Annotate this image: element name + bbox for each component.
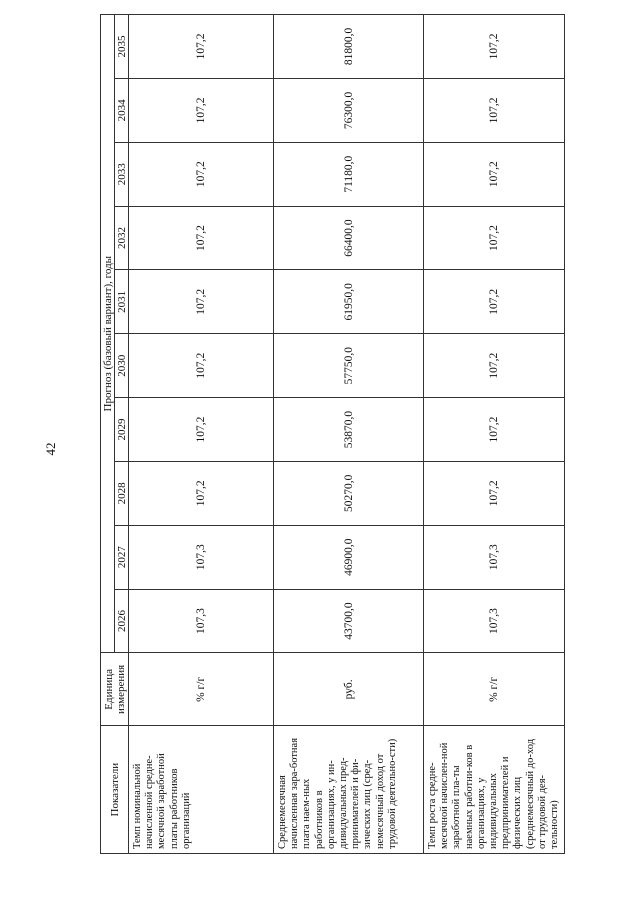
row-indicator: Среднемесячная начисленная зара-ботная плата наем-ных работников в организациях, у ин-дивидуальных пред-принимателей и фи-зических лиц (сред-немесячный доход от трудовой деятельно-сти) [274, 726, 424, 854]
row-value: 107,2 [129, 334, 274, 398]
header-year: 2030 [115, 334, 129, 398]
row-value: 107,2 [424, 398, 565, 462]
row-indicator: Темп номинальной начисленной средне-месячной заработной платы работников организаций [129, 726, 274, 854]
header-forecast: Прогноз (базовый вариант), годы [101, 15, 115, 653]
header-year: 2032 [115, 206, 129, 270]
row-value: 107,2 [129, 15, 274, 79]
row-value: 50270,0 [274, 461, 424, 525]
row-value: 57750,0 [274, 334, 424, 398]
header-year: 2027 [115, 525, 129, 589]
header-year: 2035 [115, 15, 129, 79]
row-value: 107,2 [424, 142, 565, 206]
row-value: 107,2 [129, 461, 274, 525]
row-value: 107,2 [129, 78, 274, 142]
row-value: 66400,0 [274, 206, 424, 270]
row-value: 71180,0 [274, 142, 424, 206]
row-unit: % г/г [424, 653, 565, 726]
row-value: 43700,0 [274, 589, 424, 653]
row-value: 107,2 [129, 270, 274, 334]
header-year: 2028 [115, 461, 129, 525]
row-value: 107,2 [424, 270, 565, 334]
row-value: 107,3 [424, 525, 565, 589]
row-value: 107,2 [424, 15, 565, 79]
row-value: 107,3 [129, 525, 274, 589]
row-value: 107,3 [424, 589, 565, 653]
header-year: 2031 [115, 270, 129, 334]
forecast-table [100, 14, 565, 854]
row-value: 107,2 [424, 461, 565, 525]
header-year: 2034 [115, 78, 129, 142]
header-year: 2033 [115, 142, 129, 206]
row-unit: % г/г [129, 653, 274, 726]
table-row [129, 15, 274, 854]
row-value: 107,2 [129, 206, 274, 270]
row-value: 107,2 [424, 78, 565, 142]
header-unit: Единица измерения [101, 653, 129, 726]
header-year: 2026 [115, 589, 129, 653]
row-value: 81800,0 [274, 15, 424, 79]
header-indicator: Показатели [101, 726, 129, 854]
row-indicator: Темп роста средне-месячной начислен-ной заработной пла-ты наемных работни-ков в организациях, у индивидуальных предпринимателей и физических лиц (среднемесячный до-ход от трудовой дея-тельности) [424, 726, 565, 854]
rotated-table-wrapper [100, 14, 561, 854]
row-value: 107,3 [129, 589, 274, 653]
row-value: 107,2 [129, 142, 274, 206]
row-value: 61950,0 [274, 270, 424, 334]
row-value: 46900,0 [274, 525, 424, 589]
row-value: 53870,0 [274, 398, 424, 462]
page-number: 42 [43, 442, 58, 456]
row-value: 107,2 [424, 206, 565, 270]
row-value: 76300,0 [274, 78, 424, 142]
table-row [274, 15, 424, 854]
table-row [424, 15, 565, 854]
row-unit: руб. [274, 653, 424, 726]
row-value: 107,2 [129, 398, 274, 462]
row-value: 107,2 [424, 334, 565, 398]
header-year: 2029 [115, 398, 129, 462]
